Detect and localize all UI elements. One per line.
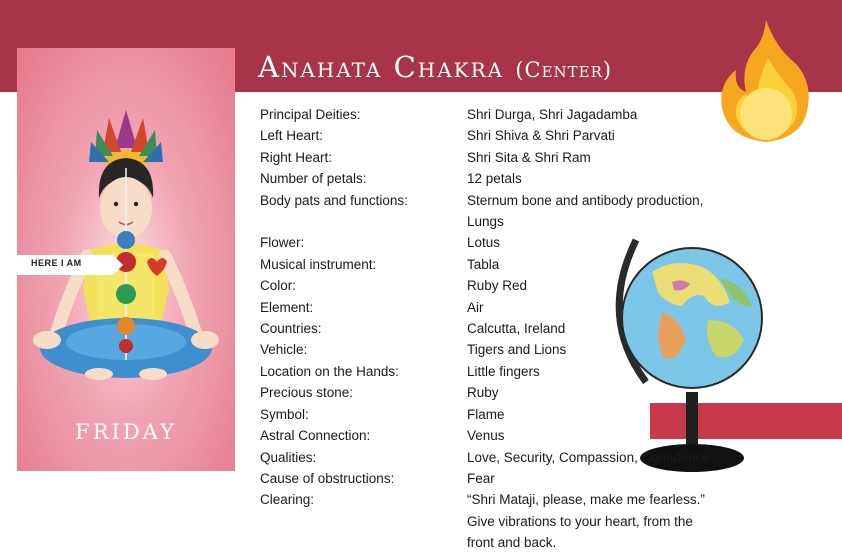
attribute-row — [260, 168, 840, 189]
attribute-value: Calcutta, Ireland — [467, 321, 566, 337]
chakra-illustration-card — [17, 48, 235, 471]
attribute-row — [260, 404, 840, 425]
attribute-row — [260, 232, 840, 253]
attribute-label: Astral Connection: — [260, 428, 371, 444]
attribute-label: Vehicle: — [260, 342, 308, 358]
here-label: HERE I AM — [31, 258, 82, 268]
attribute-row — [260, 125, 840, 146]
attribute-value: Ruby — [467, 385, 499, 401]
attribute-label: Location on the Hands: — [260, 363, 399, 379]
attribute-label: Countries: — [260, 321, 322, 337]
attribute-label — [260, 532, 467, 553]
attribute-value: Tigers and Lions — [467, 342, 567, 358]
attribute-value: Flame — [467, 406, 505, 422]
attribute-label: Cause of obstructions: — [260, 470, 395, 486]
title-main: Anahata Chakra — [258, 50, 505, 84]
attribute-label: Right Heart: — [260, 149, 333, 165]
attribute-row — [260, 532, 840, 553]
swadisthan-chakra-icon — [117, 317, 135, 335]
attribute-value: Venus — [467, 428, 505, 444]
attribute-value: front and back. — [467, 535, 557, 551]
attribute-label: Clearing: — [260, 492, 315, 508]
attribute-row — [260, 447, 840, 468]
attribute-row — [260, 254, 840, 275]
attribute-value: “Shri Mataji, please, make me fearless.” — [467, 492, 705, 508]
attribute-value: 12 petals — [467, 171, 522, 187]
attribute-label: Color: — [260, 278, 297, 294]
attribute-row — [260, 339, 840, 360]
attribute-value: Little fingers — [467, 363, 540, 379]
attribute-row — [260, 361, 840, 382]
attribute-value: Love, Security, Compassion, Confidence — [467, 449, 710, 465]
attribute-row — [260, 425, 840, 446]
attribute-label: Symbol: — [260, 406, 309, 422]
page-title — [258, 50, 612, 84]
attribute-value: Shri Sita & Shri Ram — [467, 149, 591, 165]
day-label: FRIDAY — [75, 420, 177, 444]
mooladhara-chakra-icon — [119, 339, 133, 353]
attribute-row — [260, 211, 840, 232]
attribute-row — [260, 489, 840, 510]
nabhi-chakra-icon — [116, 284, 136, 304]
attribute-value: Shri Shiva & Shri Parvati — [467, 128, 615, 144]
attribute-value: Lungs — [467, 214, 504, 230]
attribute-row — [260, 275, 840, 296]
attribute-value: Shri Durga, Shri Jagadamba — [467, 107, 638, 122]
attribute-value: Lotus — [467, 235, 501, 251]
attribute-label — [260, 511, 467, 532]
attribute-label: Qualities: — [260, 449, 317, 465]
attribute-value: Ruby Red — [467, 278, 528, 294]
attribute-value: Sternum bone and antibody production, — [467, 192, 704, 208]
attribute-label: Left Heart: — [260, 128, 324, 144]
attribute-label: Flower: — [260, 235, 305, 251]
attribute-label: Musical instrument: — [260, 256, 377, 272]
chakra-attributes-table — [260, 104, 840, 554]
attribute-row — [260, 297, 840, 318]
attribute-label — [260, 211, 467, 232]
attribute-value: Fear — [467, 470, 495, 486]
attribute-label: Number of petals: — [260, 171, 367, 187]
attribute-label: Precious stone: — [260, 385, 354, 401]
attribute-label: Principal Deities: — [260, 107, 361, 122]
attribute-row — [260, 147, 840, 168]
attribute-value: Give vibrations to your heart, from the — [467, 513, 693, 529]
attribute-row — [260, 382, 840, 403]
crown-lotus-icon — [89, 110, 163, 166]
attribute-row — [260, 104, 840, 125]
title-subtitle: (Center) — [515, 58, 613, 82]
attribute-label: Body pats and functions: — [260, 192, 408, 208]
here-tag — [17, 255, 122, 275]
vishuddhi-chakra-icon — [117, 231, 135, 249]
attribute-row — [260, 468, 840, 489]
attribute-value: Tabla — [467, 256, 500, 272]
attribute-row — [260, 190, 840, 211]
attribute-value: Air — [467, 299, 484, 315]
attribute-label: Element: — [260, 299, 314, 315]
attribute-row — [260, 318, 840, 339]
attribute-row — [260, 511, 840, 532]
